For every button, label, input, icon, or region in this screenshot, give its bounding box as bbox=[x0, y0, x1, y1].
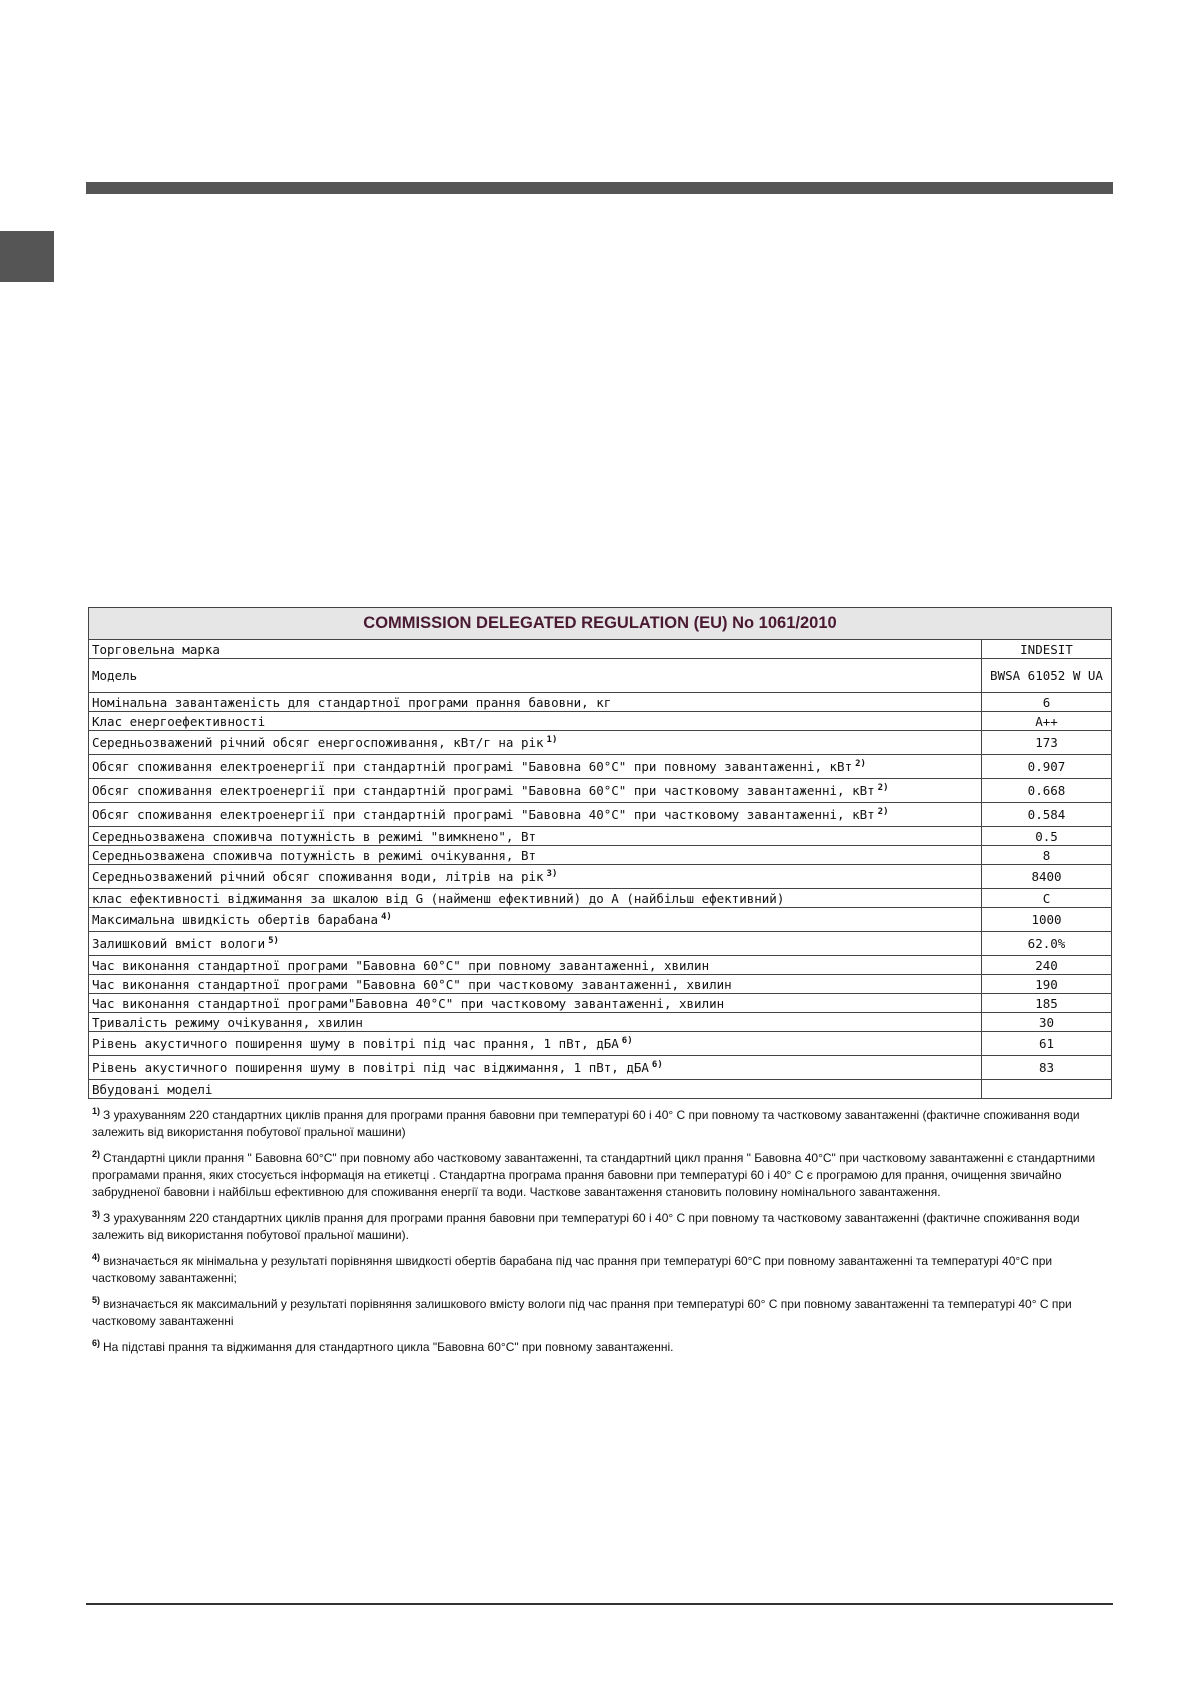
row-label-cell bbox=[89, 865, 982, 889]
row-value: C bbox=[982, 889, 1112, 908]
table-row bbox=[89, 693, 1112, 712]
footnote-text: Стандартні цикли прання " Бавовна 60°C" при повному або частковому завантаженні, та стандартний цикл прання " Бавовна 40°C" при частковому завантаженні є стандартними програмами прання, яких стосується інформація на етикетці . Стандартна програма прання бавовни при температурі 60 і 40° С є програмою для прання, очищення звичайно забрудненої бавовни і найбільш ефективною для споживання енергії та води. Часткове завантаження становить половину номінального завантаження. bbox=[92, 1151, 1096, 1199]
row-label: Середньозважена споживча потужність в режимі "вимкнено", Вт bbox=[92, 828, 537, 844]
footnote bbox=[92, 1210, 1112, 1244]
table-row bbox=[89, 889, 1112, 908]
row-value: 240 bbox=[982, 956, 1112, 975]
table-row bbox=[89, 1013, 1112, 1032]
row-value: A++ bbox=[982, 712, 1112, 731]
table-row bbox=[89, 803, 1112, 827]
row-label: Тривалість режиму очікування, хвилин bbox=[92, 1014, 363, 1030]
table-row bbox=[89, 1056, 1112, 1080]
footnotes bbox=[92, 1107, 1112, 1365]
footnote-text: На підставі прання та віджимання для стандартного цикла "Бавовна 60°C" при повному завантаженні. bbox=[103, 1340, 674, 1354]
row-label: Максимальна швидкість обертів барабана bbox=[92, 912, 378, 927]
table-row bbox=[89, 731, 1112, 755]
row-value: 185 bbox=[982, 994, 1112, 1013]
row-value: 0.907 bbox=[982, 755, 1112, 779]
row-value: 83 bbox=[982, 1056, 1112, 1080]
row-label: Клас енергоефективності bbox=[92, 713, 266, 729]
footnote-text: З урахуванням 220 стандартних циклів прання для програми прання бавовни при температурі 60 і 40° С при повному та частковому завантаженні (фактичне споживання води залежить від використання побутової пральної машини) bbox=[92, 1108, 1080, 1139]
row-label: Середньозважений річний обсяг споживання води, літрів на рік bbox=[92, 869, 544, 884]
row-label-cell bbox=[89, 731, 982, 755]
table-row bbox=[89, 712, 1112, 731]
top-rule bbox=[86, 182, 1113, 194]
row-value: 30 bbox=[982, 1013, 1112, 1032]
table-row bbox=[89, 908, 1112, 932]
row-value: 6 bbox=[982, 693, 1112, 712]
row-value: 8 bbox=[982, 846, 1112, 865]
row-label-cell bbox=[89, 1013, 982, 1032]
row-label-cell bbox=[89, 693, 982, 712]
table-row bbox=[89, 956, 1112, 975]
table-row bbox=[89, 865, 1112, 889]
footnote-mark: 5) bbox=[92, 1295, 101, 1305]
row-value: 8400 bbox=[982, 865, 1112, 889]
row-label: Номінальна завантаженість для стандартної програми прання бавовни, кг bbox=[92, 694, 612, 710]
row-label: Середньозважений річний обсяг енергоспоживання, кВт/г на рік bbox=[92, 735, 544, 750]
table-row bbox=[89, 827, 1112, 846]
row-note-ref: 2) bbox=[877, 806, 889, 817]
row-label-cell bbox=[89, 755, 982, 779]
row-label-cell bbox=[89, 659, 982, 693]
row-value: 61 bbox=[982, 1032, 1112, 1056]
row-note-ref: 4) bbox=[380, 911, 392, 922]
row-label: Час виконання стандартної програми"Бавовна 40°C" при частковому завантаженні, хвилин bbox=[92, 995, 725, 1011]
row-value: 0.5 bbox=[982, 827, 1112, 846]
row-label: Обсяг споживання електроенергії при стандартній програмі "Бавовна 60°C" при частковому завантаженні, кВт bbox=[92, 783, 875, 798]
row-label-cell bbox=[89, 932, 982, 956]
row-label: Вбудовані моделі bbox=[92, 1081, 213, 1097]
row-label: Рівень акустичного поширення шуму в повітрі під час прання, 1 пВт, дБА bbox=[92, 1036, 619, 1051]
table-row bbox=[89, 779, 1112, 803]
row-label-cell bbox=[89, 994, 982, 1013]
row-label-cell bbox=[89, 1056, 982, 1080]
table-row bbox=[89, 975, 1112, 994]
row-note-ref: 2) bbox=[855, 758, 866, 769]
row-label-cell bbox=[89, 640, 982, 659]
row-label: Середньозважена споживча потужність в режимі очікування, Вт bbox=[92, 847, 537, 863]
table-row bbox=[89, 755, 1112, 779]
footnote bbox=[92, 1107, 1112, 1141]
footnote bbox=[92, 1296, 1112, 1330]
table-row bbox=[89, 640, 1112, 659]
table-row bbox=[89, 659, 1112, 693]
row-label-cell bbox=[89, 779, 982, 803]
table-title: COMMISSION DELEGATED REGULATION (EU) No 1061/2010 bbox=[89, 608, 1112, 640]
row-label-cell bbox=[89, 908, 982, 932]
row-label-cell bbox=[89, 712, 982, 731]
footnote-mark: 6) bbox=[92, 1338, 101, 1348]
row-label: Модель bbox=[92, 668, 138, 683]
footnote bbox=[92, 1253, 1112, 1287]
row-value bbox=[982, 1080, 1112, 1099]
row-value: 190 bbox=[982, 975, 1112, 994]
row-label: Залишковий вміст вологи bbox=[92, 936, 266, 951]
row-note-ref: 2) bbox=[877, 782, 889, 793]
footnote-text: З урахуванням 220 стандартних циклів прання для програми прання бавовни при температурі 60 і 40° С при повному та частковому завантаженні (фактичне споживання води залежить від використання побутової пральної машини). bbox=[92, 1211, 1080, 1242]
row-label: Час виконання стандартної програми "Бавовна 60°C" при повному завантаженні, хвилин bbox=[92, 957, 710, 973]
row-note-ref: 6) bbox=[651, 1059, 663, 1070]
bottom-rule bbox=[86, 1603, 1113, 1605]
row-label-cell bbox=[89, 956, 982, 975]
row-value: INDESIT bbox=[982, 640, 1112, 659]
footnote bbox=[92, 1150, 1112, 1201]
row-value: 0.668 bbox=[982, 779, 1112, 803]
footnote-mark: 1) bbox=[92, 1106, 101, 1116]
row-label-cell bbox=[89, 1080, 982, 1099]
regulation-table bbox=[88, 607, 1112, 1099]
footnote-text: визначається як максимальний у результаті порівняння залишкового вмісту вологи під час прання при температурі 60° С при повному завантаженні та температурі 40° С при частковому завантаженні bbox=[92, 1297, 1072, 1328]
table-row bbox=[89, 932, 1112, 956]
row-note-ref: 5) bbox=[268, 935, 279, 946]
row-label: Торговельна марка bbox=[92, 641, 220, 657]
table-row bbox=[89, 846, 1112, 865]
row-label: Обсяг споживання електроенергії при стандартній програмі "Бавовна 40°C" при частковому завантаженні, кВт bbox=[92, 807, 875, 822]
table-row bbox=[89, 994, 1112, 1013]
table-row bbox=[89, 1032, 1112, 1056]
table-row bbox=[89, 1080, 1112, 1099]
row-value: 62.0% bbox=[982, 932, 1112, 956]
row-label-cell bbox=[89, 827, 982, 846]
row-label: Обсяг споживання електроенергії при стандартній програмі "Бавовна 60°C" при повному завантаженні, кВт bbox=[92, 759, 853, 774]
row-label: Рівень акустичного поширення шуму в повітрі під час віджимання, 1 пВт, дБА bbox=[92, 1060, 649, 1075]
row-note-ref: 6) bbox=[621, 1035, 633, 1046]
row-value: 1000 bbox=[982, 908, 1112, 932]
row-label-cell bbox=[89, 1032, 982, 1056]
row-value: 0.584 bbox=[982, 803, 1112, 827]
side-tab-marker bbox=[0, 231, 54, 282]
row-label: Час виконання стандартної програми "Бавовна 60°C" при частковому завантаженні, хвилин bbox=[92, 976, 732, 992]
row-value: BWSA 61052 W UA bbox=[982, 659, 1112, 693]
row-label-cell bbox=[89, 889, 982, 908]
row-label-cell bbox=[89, 846, 982, 865]
footnote-mark: 3) bbox=[92, 1209, 101, 1219]
footnote bbox=[92, 1339, 1112, 1356]
row-label: клас ефективності віджимання за шкалою від G (найменш ефективний) до A (найбільш ефективний) bbox=[92, 890, 785, 906]
footnote-text: визначається як мінімальна у результаті порівняння швидкості обертів барабана під час прання при температурі 60°C при повному завантаженні та температурі 40°C при частковому завантаженні; bbox=[92, 1254, 1053, 1285]
footnote-mark: 4) bbox=[92, 1252, 101, 1262]
row-label-cell bbox=[89, 975, 982, 994]
footnote-mark: 2) bbox=[92, 1149, 101, 1159]
row-label-cell bbox=[89, 803, 982, 827]
row-value: 173 bbox=[982, 731, 1112, 755]
row-note-ref: 3) bbox=[546, 868, 558, 879]
row-note-ref: 1) bbox=[546, 734, 558, 745]
